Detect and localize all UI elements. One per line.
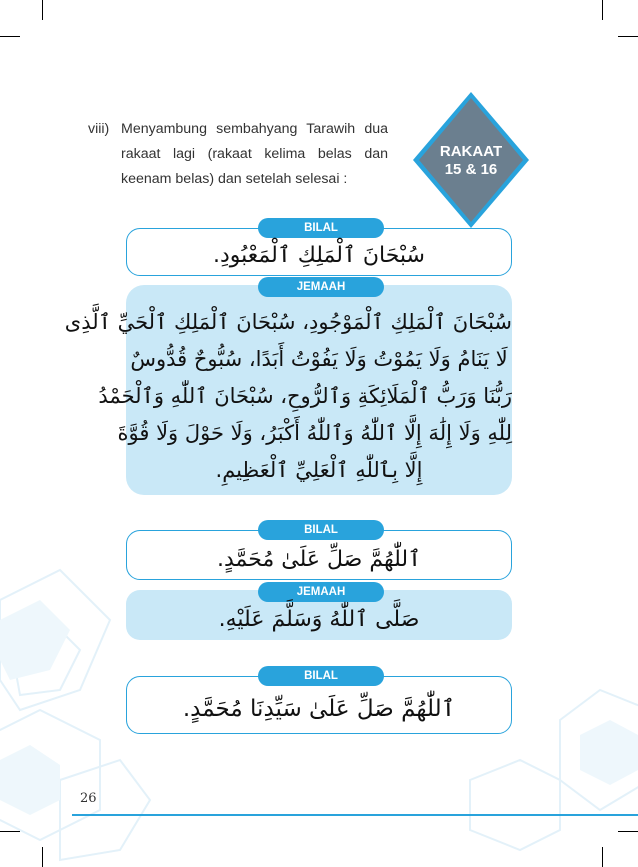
crop-mark — [602, 0, 603, 20]
bilal-label-3: BILAL — [258, 666, 384, 686]
jemaah-line-2: لَا يَنَامُ وَلَا يَمُوْتُ وَلَا يَفُوْتُ أَبَدًا، سُبُّوحٌ قُدُّوسٌ — [130, 347, 508, 371]
bilal-text-2: ٱللّٰهُمَّ صَلِّ عَلَىٰ مُحَمَّدٍ. — [217, 547, 421, 572]
jemaah-text-2: صَلَّى ٱللّٰهُ وَسَلَّمَ عَلَيْهِ. — [218, 607, 420, 632]
footer-rule — [72, 814, 638, 816]
bilal-label-1: BILAL — [258, 218, 384, 238]
bilal-text-3: ٱللّٰهُمَّ صَلِّ عَلَىٰ سَيِّدِنَا مُحَمَّدٍ. — [182, 696, 456, 722]
rakaat-badge — [411, 143, 531, 179]
rakaat-badge-title: RAKAAT — [439, 143, 503, 160]
jemaah-line-5: إِلَّا بِٱللّٰهِ ٱلْعَلِيِّ ٱلْعَظِيمِ. — [215, 458, 423, 482]
rakaat-badge-number: 15 & 16 — [444, 161, 498, 178]
instruction-number: viii) — [88, 121, 110, 137]
crop-mark — [0, 36, 20, 37]
jemaah-line-4: لِلّٰهِ وَلَا إِلَٰهَ إِلَّا ٱللّٰهُ وَٱللّٰهُ أَكْبَرُ، وَلَا حَوْلَ وَلَا قُوَّةَ — [117, 421, 512, 445]
crop-mark — [618, 36, 638, 37]
bilal-text-1: سُبْحَانَ ٱلْمَلِكِ ٱلْمَعْبُودِ. — [213, 243, 425, 268]
jemaah-line-1: سُبْحَانَ ٱلْمَلِكِ ٱلْمَوْجُودِ، سُبْحَانَ ٱلْمَلِكِ ٱلْحَيِّ ٱلَّذِى — [64, 310, 512, 334]
jemaah-line-3: رَبُّنَا وَرَبُّ ٱلْمَلَائِكَةِ وَٱلرُّوحِ، سُبْحَانَ ٱللّٰهِ وَٱلْحَمْدُ — [98, 384, 512, 408]
jemaah-label-2: JEMAAH — [258, 582, 384, 602]
instruction-paragraph — [88, 117, 388, 192]
page-number: 26 — [80, 791, 97, 806]
crop-mark — [42, 0, 43, 20]
instruction-text: Menyambung sembahyang Tarawih dua rakaat lagi (rakaat kelima belas dan keenam belas) dan setelah selesai : — [121, 121, 388, 187]
jemaah-label-1: JEMAAH — [258, 277, 384, 297]
bilal-label-2: BILAL — [258, 520, 384, 540]
